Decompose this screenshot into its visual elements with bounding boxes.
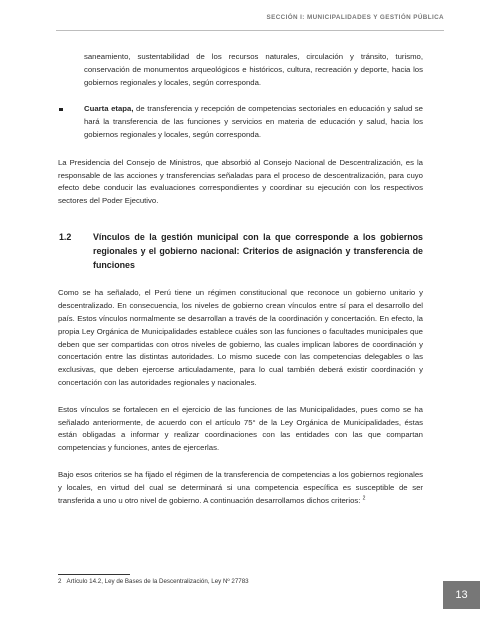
footnote-reference[interactable]: 2 [362, 494, 366, 501]
page-content [58, 51, 423, 521]
paragraph-fortalecen: Estos vínculos se fortalecen en el ejercicio de las funciones de las Municipalidades, pues como se ha señalado anteriormente, de acuerdo con el artículo 75° de la Ley Orgánica de Municipalidades, éstas están obligadas a informar y realizar coordinaciones con las entidades con las que compartan competencias y funciones, antes de ejercerlas. [58, 404, 423, 453]
bullet-bold-label: Cuarta etapa, [84, 104, 134, 114]
paragraph-vinculos: Como se ha señalado, el Perú tiene un régimen constitucional que reconoce un gobierno unitario y descentralizado. En consecuencia, los niveles de gobierno crean vínculos entre sí para el desarrollo del país. Estos vínculos normalmente se desarrollan a través de la coordinación y concertación. En efecto, la propia Ley Orgánica de Municipalidades establece cuáles son las funciones o facultades municipales que deben que ser compartidas con otros niveles de gobierno, las cuales implican labores de coordinación y concertación entre las distintas autoridades. Lo mismo sucede con las competencias delegables o las exclusivas, que deben ejercerse articuladamente, para lo cual también deberá existir coordinación y concertación con las autoridades regionales y nacionales. [58, 288, 423, 387]
paragraph-presidencia: La Presidencia del Consejo de Ministros, que absorbió al Consejo Nacional de Descentralización, es la responsable de las acciones y transferencias señaladas para el proceso de descentralización, para cuyo efecto debe conducir las evaluaciones correspondientes y coordinar su ejecución con los respectivos sectores del Poder Ejecutivo. [58, 157, 423, 206]
bullet-text: de transferencia y recepción de competencias sectoriales en educación y salud se hará la transferencia de las funciones y servicios en materia de educación y salud, hacia los gobiernos regionales y locales, según corresponda. [84, 104, 423, 139]
footnote [58, 578, 249, 585]
paragraph-criterios [58, 469, 423, 507]
section-heading-text: Vínculos de la gestión municipal con la que corresponde a los gobiernos regionales y el gobierno nacional: Criterios de asignación y transferencia de funciones [93, 231, 423, 270]
bullet-item-cuarta-etapa [58, 103, 423, 141]
footnote-text: Artículo 14.2, Ley de Bases de la Descentralización, Ley Nº 27783 [66, 578, 249, 585]
footnote-number: 2 [58, 578, 62, 585]
bullet-icon [59, 108, 63, 112]
footnote-divider [58, 574, 130, 575]
section-heading [58, 231, 423, 272]
page-number-badge: 13 [443, 581, 480, 609]
header-divider [56, 30, 444, 31]
section-heading-number: 1.2 [59, 231, 72, 242]
paragraph-criterios-text: Bajo esos criterios se ha fijado el régimen de la transferencia de competencias a los gobiernos regionales y locales, en virtud del cual se determinará si una competencia específica es susceptible de ser transferida a uno u otro nivel de gobierno. A continuación desarrollamos dichos criterios: [58, 469, 423, 505]
running-header: SECCIÓN I: MUNICIPALIDADES Y GESTIÓN PÚBLICA [266, 14, 444, 21]
paragraph-continuation: saneamiento, sustentabilidad de los recursos naturales, circulación y tránsito, turismo, conservación de monumentos arqueológicos e históricos, cultura, recreación y deporte, hacia los gobiernos regionales y locales, según corresponda. [84, 52, 423, 87]
